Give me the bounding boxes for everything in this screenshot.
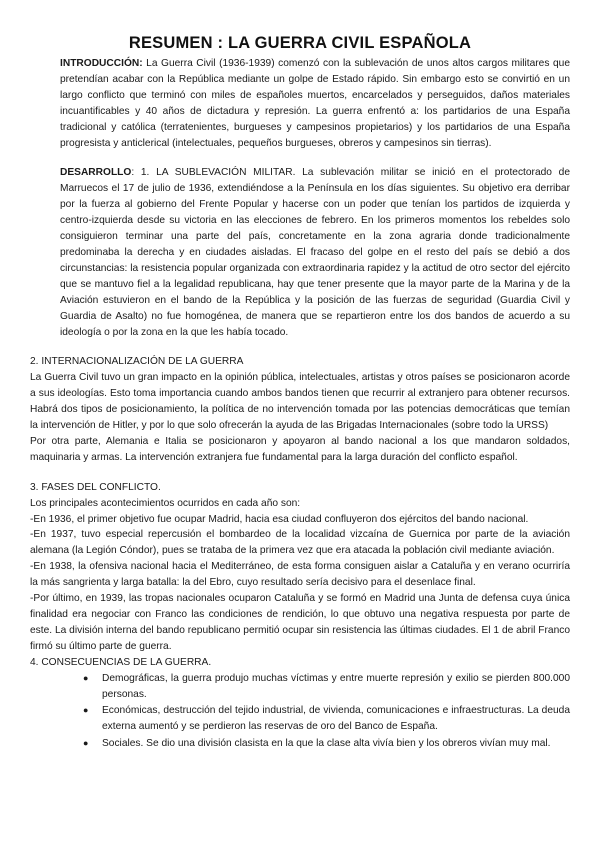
desarrollo-paragraph [30, 165, 570, 340]
consecuencias-heading: 4. CONSECUENCIAS DE LA GUERRA. [30, 656, 212, 668]
desarrollo-label: DESARROLLO [60, 167, 132, 179]
fase-item-1937: -En 1937, tuvo especial repercusión el bombardeo de la localidad vizcaína de Guernica por parte de la aviación alemana (la Legión Cóndor), pues se trataba de la primera vez que era atacada la población civil mediante aviación. [30, 529, 570, 557]
intro-text: La Guerra Civil (1936-1939) comenzó con la sublevación de unos altos cargos militares que pretendían acabar con la República mediante un golpe de Estado rápido. Sin embargo esto se convirtió en un largo conflicto que terminó con miles de españoles muertos, encarcelados y perseguidos, daños materiales incuantificables y 40 años de dictadura y represión. La guerra enfrentó a: los partidarios de una España tradicional y católica (terratenientes, burgueses y campesinos propietarios) y los partidarios de una España progresista y anticlerical (intelectuales, pequeños burgueses, obreros y campesinos sin tierras). [60, 58, 570, 149]
document-title: RESUMEN : LA GUERRA CIVIL ESPAÑOLA [128, 34, 472, 52]
intro-paragraph [30, 56, 570, 151]
fase-item-1936: -En 1936, el primer objetivo fue ocupar Madrid, hacia esa ciudad confluyeron dos ejércitos del bando nacional. [30, 513, 529, 525]
bullet-dot-icon: ● [83, 672, 89, 683]
fases-heading: 3. FASES DEL CONFLICTO. [30, 481, 161, 493]
fase-item-1939: -Por último, en 1939, las tropas nacionales ocuparon Cataluña y se formó en Madrid una Junta de defensa cuya única finalidad era negociar con Franco las condiciones de rendición, lo que obtuvo una negativa respuesta por parte de este. La división interna del bando republicano permitió ocupar sin resistencia las últimas ciudades. El 1 de abril Franco firmó su último parte de guerra. [30, 593, 570, 652]
consecuencia-sociales [83, 736, 570, 752]
bullet-dot-icon: ● [83, 705, 89, 716]
internacionalizacion-paragraph-2: Por otra parte, Alemania e Italia se posicionaron y apoyaron al bando nacional a los que mandaron soldados, maquinaria y armas. La intervención extranjera fue fundamental para la larga duración del conflicto español. [30, 435, 570, 463]
consecuencia-economicas [83, 703, 570, 735]
fases-intro: Los principales acontecimientos ocurridos en cada año son: [30, 497, 301, 509]
internacionalizacion-paragraph-1: La Guerra Civil tuvo un gran impacto en la opinión pública, intelectuales, artistas y otros países se posicionaron acorde a sus ideologías. Esto toma importancia cuando ambos bandos tienen que recurrir al extranjero para obtener recursos. Habrá dos tipos de posicionamiento, la política de no intervención tomada por las potencias democráticas que temían la intervención de Hitler, y por lo que solo ofrecerán la ayuda de las Brigadas Internacionales (sobre todo la URSS) [30, 372, 570, 432]
consecuencia-text: Económicas, destrucción del tejido industrial, de vivienda, comunicaciones e infraestructuras. La deuda externa aumentó y se perdieron las reservas de oro del Banco de España. [102, 705, 570, 733]
consecuencia-demograficas [83, 671, 570, 703]
intro-label: INTRODUCCIÓN: [60, 58, 143, 69]
consecuencia-text: Demográficas, la guerra produjo muchas víctimas y entre muerte represión y exilio se pierden 800.000 personas. [102, 672, 570, 700]
desarrollo-text: : 1. LA SUBLEVACIÓN MILITAR. La sublevación militar se inició en el protectorado de Marruecos el 17 de julio de 1936, extendiéndose a la Península en los días siguientes. Su objetivo era derribar por la fuerza al gobierno del Frente Popular y hacerse con un poder que tenían los partidos de izquierda y centro-izquierda desde su victoria en las elecciones de febrero. En los primeros momentos los rebeldes solo consiguieron terminar una parte del país, concretamente en la zona agraria donde tradicionalmente predominaba la derecha y en ciudades aisladas. El fracaso del golpe en el resto del país se debió a dos circunstancias: la resistencia popular organizada con extraordinaria rapidez y la actitud de otro sector del ejército que se mantuvo fiel a la legalidad republicana, hay que tener presente que la mayor parte de la Marina y de la Aviación estuvieron en el bando de la República y la posición de las fuerzas de seguridad (Guardia Civil y Guardia de Asalto) no fue homogénea, de manera que se repartieron entre los dos bandos de acuerdo a su ideología o por la zona en la que les había tocado. [60, 167, 570, 338]
consecuencia-text: Sociales. Se dio una división clasista en la que la clase alta vivía bien y los obreros vivían muy mal. [102, 738, 551, 750]
internacionalizacion-heading: 2. INTERNACIONALIZACIÓN DE LA GUERRA [30, 356, 244, 368]
bullet-dot-icon: ● [83, 738, 89, 749]
consecuencias-list [30, 671, 570, 753]
fase-item-1938: -En 1938, la ofensiva nacional hacia el Mediterráneo, de esta forma consiguen aislar a Cataluña y en verano ocurriría la más sangrienta y larga batalla: la del Ebro, cuyo resultado sería decisivo para el desenlace final. [30, 561, 570, 589]
